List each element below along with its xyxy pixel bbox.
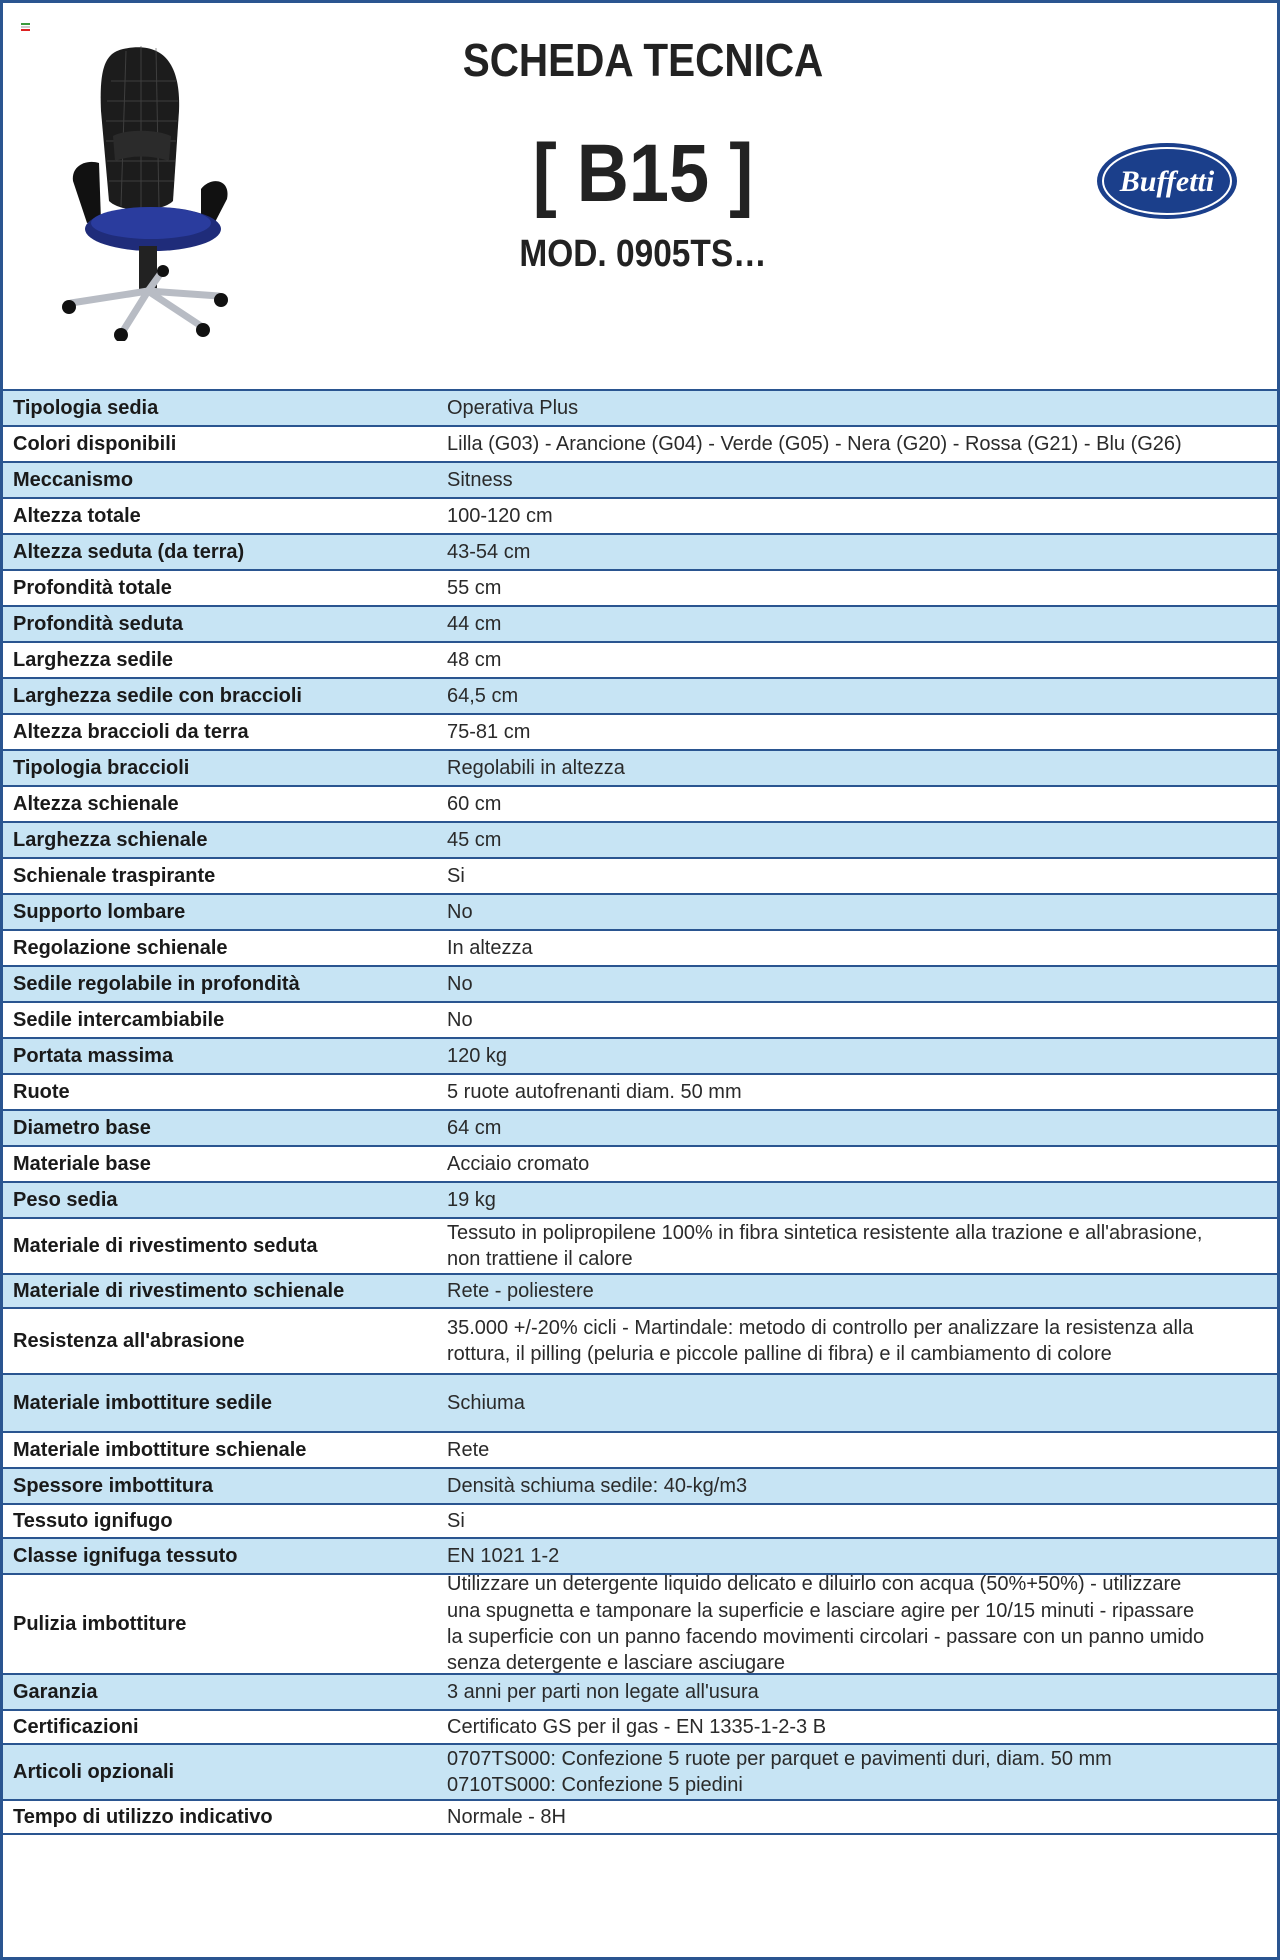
spec-label: Materiale imbottiture sedile <box>13 1391 272 1414</box>
spec-label: Profondità seduta <box>13 612 184 635</box>
spec-row <box>3 1745 1277 1801</box>
spec-row <box>3 1711 1277 1745</box>
spec-value: 60 cm <box>447 792 502 815</box>
spec-value: Rete - poliestere <box>447 1279 594 1302</box>
spec-row <box>3 607 1277 643</box>
page-title: SCHEDA TECNICA <box>462 34 824 86</box>
spec-value: 64,5 cm <box>447 684 519 707</box>
spec-label: Larghezza sedile <box>13 648 174 671</box>
spec-value: EN 1021 1-2 <box>447 1544 560 1567</box>
spec-row <box>3 535 1277 571</box>
spec-row <box>3 859 1277 895</box>
spec-row <box>3 571 1277 607</box>
spec-value: 48 cm <box>447 648 502 671</box>
spec-row <box>3 463 1277 499</box>
spec-row <box>3 679 1277 715</box>
italy-flag-icon <box>21 23 30 30</box>
spec-row <box>3 1039 1277 1075</box>
spec-label: Tessuto ignifugo <box>13 1509 173 1532</box>
spec-value: No <box>447 972 473 995</box>
spec-label: Peso sedia <box>13 1188 118 1211</box>
spec-row <box>3 823 1277 859</box>
spec-row <box>3 643 1277 679</box>
spec-label: Altezza seduta (da terra) <box>13 540 245 563</box>
spec-table <box>3 389 1277 1835</box>
spec-value: No <box>447 1008 473 1031</box>
spec-label: Meccanismo <box>13 468 134 491</box>
spec-row <box>3 895 1277 931</box>
spec-row <box>3 1469 1277 1505</box>
header <box>3 3 1277 389</box>
spec-row <box>3 715 1277 751</box>
spec-label: Altezza totale <box>13 504 141 527</box>
spec-label: Materiale di rivestimento schienale <box>13 1279 345 1302</box>
spec-label: Ruote <box>13 1080 70 1103</box>
spec-label: Altezza braccioli da terra <box>13 720 249 743</box>
spec-value: 43-54 cm <box>447 540 531 563</box>
spec-label: Tempo di utilizzo indicativo <box>13 1805 273 1828</box>
spec-label: Supporto lombare <box>13 900 186 923</box>
spec-value: 64 cm <box>447 1116 502 1139</box>
spec-value: Regolabili in altezza <box>447 756 625 779</box>
spec-value: 75-81 cm <box>447 720 531 743</box>
spec-label: Materiale imbottiture schienale <box>13 1438 307 1461</box>
spec-label: Larghezza sedile con braccioli <box>13 684 302 707</box>
spec-label: Pulizia imbottiture <box>13 1612 187 1635</box>
spec-label: Classe ignifuga tessuto <box>13 1544 238 1567</box>
spec-value: 120 kg <box>447 1044 508 1067</box>
spec-value: 100-120 cm <box>447 504 553 527</box>
spec-label: Tipologia braccioli <box>13 756 190 779</box>
spec-row <box>3 1003 1277 1039</box>
spec-label: Sedile regolabile in profondità <box>13 972 300 995</box>
spec-row <box>3 967 1277 1003</box>
spec-row <box>3 1111 1277 1147</box>
spec-label: Colori disponibili <box>13 432 177 455</box>
spec-value: 5 ruote autofrenanti diam. 50 mm <box>447 1080 742 1103</box>
spec-value: Si <box>447 1509 465 1532</box>
spec-row <box>3 1505 1277 1539</box>
spec-label: Materiale base <box>13 1152 151 1175</box>
spec-row <box>3 1675 1277 1711</box>
spec-value: Sitness <box>447 468 513 491</box>
spec-row <box>3 499 1277 535</box>
spec-row <box>3 1433 1277 1469</box>
spec-value: 35.000 +/-20% cicli - Martindale: metodo di controllo per analizzare la resistenza alla rottura, il pilling (peluria e piccole palline di fibra) e il cambiamento di colore <box>447 1316 1194 1365</box>
spec-value: Densità schiuma sedile: 40-kg/m3 <box>447 1474 748 1497</box>
spec-value: Normale - 8H <box>447 1805 566 1828</box>
spec-value: Schiuma <box>447 1391 525 1414</box>
spec-value: Si <box>447 864 465 887</box>
spec-row <box>3 1309 1277 1375</box>
spec-label: Altezza schienale <box>13 792 179 815</box>
spec-row <box>3 1147 1277 1183</box>
spec-label: Certificazioni <box>13 1715 139 1738</box>
spec-value: 55 cm <box>447 576 502 599</box>
spec-row <box>3 931 1277 967</box>
spec-row <box>3 427 1277 463</box>
spec-value: Rete <box>447 1438 490 1461</box>
spec-row <box>3 1539 1277 1575</box>
spec-row <box>3 1375 1277 1433</box>
spec-row <box>3 751 1277 787</box>
spec-label: Resistenza all'abrasione <box>13 1329 245 1352</box>
spec-label: Spessore imbottitura <box>13 1474 214 1497</box>
product-model: MOD. 0905TS… <box>519 233 767 275</box>
spec-value: Certificato GS per il gas - EN 1335-1-2-3 B <box>447 1715 827 1738</box>
spec-label: Profondità totale <box>13 576 172 599</box>
spec-row <box>3 1801 1277 1835</box>
spec-label: Schienale traspirante <box>13 864 216 887</box>
spec-row <box>3 1575 1277 1675</box>
spec-value: 44 cm <box>447 612 502 635</box>
spec-value: Acciaio cromato <box>447 1152 590 1175</box>
spec-value: Tessuto in polipropilene 100% in fibra sintetica resistente alla trazione e all'abrasione, non trattiene il calore <box>447 1221 1203 1270</box>
buffetti-logo <box>1095 141 1239 221</box>
spec-row <box>3 391 1277 427</box>
spec-value: 19 kg <box>447 1188 496 1211</box>
spec-row <box>3 787 1277 823</box>
spec-label: Materiale di rivestimento seduta <box>13 1234 318 1257</box>
spec-row <box>3 1275 1277 1309</box>
brand-name: Buffetti <box>1119 165 1215 198</box>
spec-value: 3 anni per parti non legate all'usura <box>447 1680 759 1703</box>
spec-label: Garanzia <box>13 1680 98 1703</box>
product-code: [ B15 ] <box>532 128 754 219</box>
spec-value: 45 cm <box>447 828 502 851</box>
spec-label: Portata massima <box>13 1044 174 1067</box>
spec-label: Larghezza schienale <box>13 828 208 851</box>
spec-label: Tipologia sedia <box>13 396 159 419</box>
spec-row <box>3 1075 1277 1111</box>
spec-value: 0707TS000: Confezione 5 ruote per parquet e pavimenti duri, diam. 50 mm 0710TS000: Confezione 5 piedini <box>447 1747 1112 1796</box>
spec-label: Sedile intercambiabile <box>13 1008 225 1031</box>
spec-row <box>3 1183 1277 1219</box>
spec-label: Articoli opzionali <box>13 1760 175 1783</box>
spec-value: In altezza <box>447 936 533 959</box>
title-block <box>343 33 943 276</box>
spec-label: Regolazione schienale <box>13 936 228 959</box>
spec-value: Utilizzare un detergente liquido delicato e diluirlo con acqua (50%+50%) - utilizzare una spugnetta e tamponare la superficie e lasciare agire per 10/15 minuti - ripassare la superficie con un panno facendo movimenti circolari - passare con un panno umido senza detergente e lasciare asciugare <box>447 1573 1205 1675</box>
office-chair-image <box>51 41 241 341</box>
spec-label: Diametro base <box>13 1116 151 1139</box>
spec-value: Lilla (G03) - Arancione (G04) - Verde (G05) - Nera (G20) - Rossa (G21) - Blu (G26) <box>447 432 1182 455</box>
spec-value: No <box>447 900 473 923</box>
spec-row <box>3 1219 1277 1275</box>
spec-value: Operativa Plus <box>447 396 579 419</box>
